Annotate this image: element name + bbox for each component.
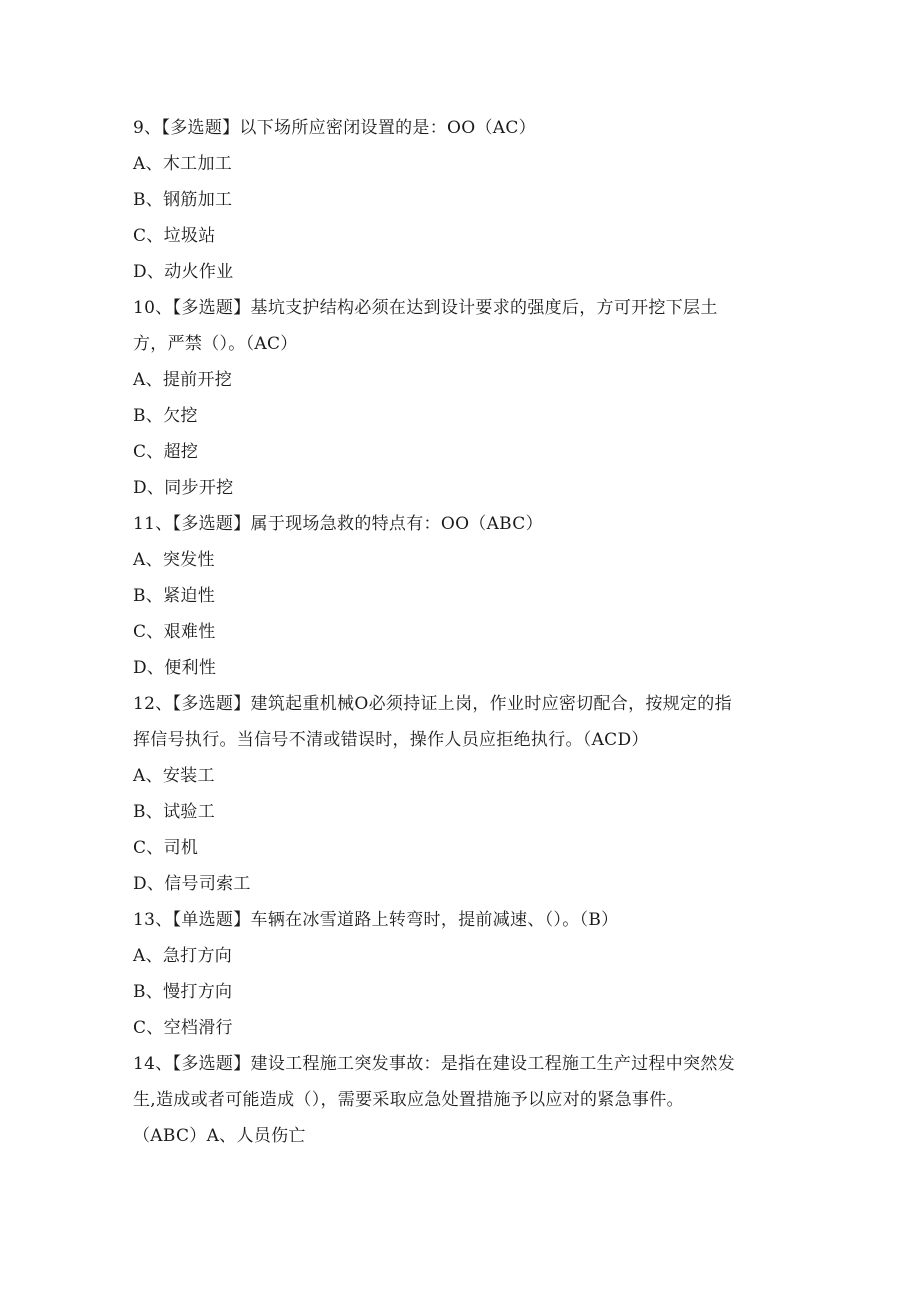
- question-10-option-a: A、提前开挖: [133, 370, 233, 390]
- question-12-option-d: D、信号司索工: [133, 874, 251, 894]
- question-13-option-b: B、慢打方向: [133, 982, 233, 1002]
- question-12-option-a: A、安装工: [133, 766, 215, 786]
- question-13-option-a: A、急打方向: [133, 946, 233, 966]
- question-13-stem: 13、【单选题】车辆在冰雪道路上转弯时，提前减速、（）。（B）: [133, 910, 619, 930]
- question-10-stem-line-1: 10、【多选题】基坑支护结构必须在达到设计要求的强度后，方可开挖下层土: [133, 298, 718, 318]
- question-12-stem-line-1: 12、【多选题】建筑起重机械O必须持证上岗，作业时应密切配合，按规定的指: [133, 694, 732, 714]
- question-9-option-a: A、木工加工: [133, 154, 233, 174]
- question-13-option-c: C、空档滑行: [133, 1018, 233, 1038]
- question-11-option-a: A、突发性: [133, 550, 215, 570]
- question-9-option-d: D、动火作业: [133, 262, 234, 282]
- question-10-stem-line-2: 方，严禁（）。（AC）: [133, 334, 298, 354]
- question-11-option-b: B、紧迫性: [133, 586, 215, 606]
- question-12-stem-line-2: 挥信号执行。当信号不清或错误时，操作人员应拒绝执行。（ACD）: [133, 730, 649, 750]
- question-9-option-b: B、钢筋加工: [133, 190, 233, 210]
- question-9-option-c: C、垃圾站: [133, 226, 216, 246]
- question-14-stem-line-2: 生,造成或者可能造成（），需要采取应急处置措施予以应对的紧急事件。: [133, 1090, 684, 1110]
- question-11-option-c: C、艰难性: [133, 622, 216, 642]
- question-10-option-c: C、超挖: [133, 442, 199, 462]
- question-9-stem: 9、【多选题】以下场所应密闭设置的是：OO（AC）: [133, 118, 536, 138]
- question-10-option-d: D、同步开挖: [133, 478, 234, 498]
- question-14-stem-line-3: （ABC）A、人员伤亡: [133, 1126, 306, 1146]
- question-12-option-c: C、司机: [133, 838, 199, 858]
- question-11-stem: 11、【多选题】属于现场急救的特点有：OO（ABC）: [133, 514, 543, 534]
- question-12-option-b: B、试验工: [133, 802, 215, 822]
- question-11-option-d: D、便利性: [133, 658, 217, 678]
- question-10-option-b: B、欠挖: [133, 406, 198, 426]
- question-14-stem-line-1: 14、【多选题】建设工程施工突发事故：是指在建设工程施工生产过程中突然发: [133, 1054, 735, 1074]
